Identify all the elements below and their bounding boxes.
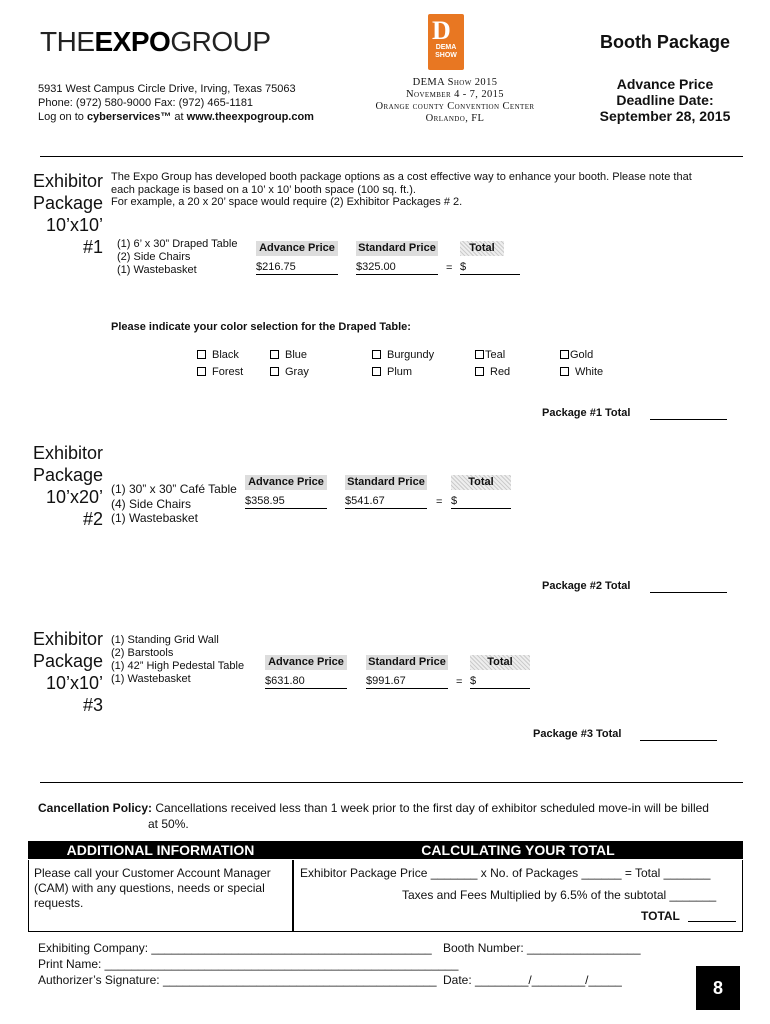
checkbox-icon: [270, 350, 279, 359]
color-white-checkbox[interactable]: White: [560, 366, 603, 378]
package3-standard-price: $991.67: [366, 675, 448, 689]
logo-the: THE: [40, 26, 95, 57]
standard-price-header: Standard Price: [345, 475, 427, 490]
package2-standard-price: $541.67: [345, 495, 427, 509]
checkbox-icon: [197, 350, 206, 359]
dema-logo-letter: D: [432, 16, 451, 45]
package1-total-label: Package #1 Total: [542, 407, 631, 419]
additional-info-text: Please call your Customer Account Manager (CAM) with any questions, needs or special requests.: [34, 866, 271, 910]
logo-group: GROUP: [170, 26, 271, 57]
dema-logo-text: DEMA SHOW: [435, 44, 457, 59]
color-teal-checkbox[interactable]: Teal: [475, 349, 505, 361]
equals-sign: =: [446, 262, 453, 274]
checkbox-icon: [560, 350, 569, 359]
color-forest-checkbox[interactable]: Forest: [197, 366, 243, 378]
additional-info-header: ADDITIONAL INFORMATION: [28, 841, 293, 859]
total-header: Total: [451, 475, 511, 490]
package2-label: Exhibitor Package 10’x20’ #2: [33, 443, 104, 529]
color-gold-checkbox[interactable]: Gold: [560, 349, 593, 361]
advance-price-header: Advance Price: [245, 475, 327, 490]
package3-items: (1) Standing Grid Wall (2) Barstools (1) 42” High Pedestal Table (1) Wastebasket: [111, 634, 245, 685]
checkbox-icon: [372, 350, 381, 359]
page-title: Booth Package: [599, 32, 730, 52]
booth-number-field[interactable]: Booth Number: _________________: [443, 941, 641, 955]
website-link[interactable]: www.theexpogroup.com: [186, 111, 314, 123]
calculating-total-header: CALCULATING YOUR TOTAL: [293, 841, 743, 859]
expo-group-logo: [40, 28, 271, 56]
phone-line: Phone: (972) 580-9000 Fax: (972) 465-1181: [38, 97, 254, 109]
company-address: [38, 82, 314, 124]
color-black-checkbox[interactable]: Black: [197, 349, 239, 361]
package2-advance-price: $358.95: [245, 495, 327, 509]
checkbox-icon: [270, 367, 279, 376]
equals-sign: =: [456, 676, 463, 688]
total-header: Total: [460, 241, 504, 256]
dema-show-logo: [428, 14, 464, 70]
logon-line: Log on to cyberservices™ at www.theexpogroup.com: [38, 111, 314, 123]
checkbox-icon: [197, 367, 206, 376]
package1-grand-total-field[interactable]: [650, 419, 727, 420]
advance-deadline: Advance Price Deadline Date: September 28, 2015: [599, 76, 731, 124]
intro-text: The Expo Group has developed booth package options as a cost effective way to enhance your booth. Please note that each package is based on a 10’ x 10’ booth space (100 sq. ft.). For example, a 20 x 20’ space would require (2) Exhibitor Packages # 2.: [111, 171, 692, 208]
package2-items: (1) 30” x 30” Café Table (4) Side Chairs (1) Wastebasket: [111, 482, 237, 525]
color-prompt: Please indicate your color selection for the Draped Table:: [111, 321, 411, 333]
package1-total-field[interactable]: $: [460, 261, 520, 275]
cancellation-policy: Cancellation Policy: Cancellations received less than 1 week prior to the first day of exhibitor scheduled move-in will be billed at 50%.: [38, 801, 709, 831]
package1-label: Exhibitor Package 10’x10’ #1: [33, 171, 104, 257]
date-field[interactable]: Date: ________/________/_____: [443, 973, 622, 987]
color-red-checkbox[interactable]: Red: [475, 366, 510, 378]
package1-standard-price: $325.00: [356, 261, 438, 275]
checkbox-icon: [560, 367, 569, 376]
package1-items: (1) 6’ x 30” Draped Table (2) Side Chairs (1) Wastebasket: [117, 238, 238, 276]
standard-price-header: Standard Price: [366, 655, 448, 670]
print-name-field[interactable]: Print Name: _____________________________________________________: [38, 957, 459, 971]
taxes-fees-line[interactable]: Taxes and Fees Multiplied by 6.5% of the subtotal _______: [402, 888, 717, 902]
total-header: Total: [470, 655, 530, 670]
section-divider: [40, 782, 743, 783]
checkbox-icon: [475, 350, 484, 359]
equals-sign: =: [436, 496, 443, 508]
color-burgundy-checkbox[interactable]: Burgundy: [372, 349, 434, 361]
authorizer-signature-field[interactable]: Authorizer’s Signature: _________________________________________: [38, 973, 437, 987]
address-line: 5931 West Campus Circle Drive, Irving, Texas 75063: [38, 83, 296, 95]
package2-grand-total-field[interactable]: [650, 592, 727, 593]
package2-total-field[interactable]: $: [451, 495, 511, 509]
advance-price-header: Advance Price: [256, 241, 338, 256]
exhibiting-company-field[interactable]: Exhibiting Company: __________________________________________: [38, 941, 432, 955]
package-price-calc-line[interactable]: Exhibitor Package Price _______ x No. of Packages ______ = Total _______: [300, 866, 711, 880]
color-blue-checkbox[interactable]: Blue: [270, 349, 307, 361]
show-info: DEMA Show 2015 November 4 - 7, 2015 Orange county Convention Center Orlando, FL: [375, 77, 535, 124]
color-gray-checkbox[interactable]: Gray: [270, 366, 309, 378]
checkbox-icon: [372, 367, 381, 376]
page-number: 8: [696, 966, 740, 1010]
package3-total-label: Package #3 Total: [533, 728, 622, 740]
header-divider: [40, 156, 743, 157]
logo-expo: EXPO: [94, 26, 171, 57]
package3-total-field[interactable]: $: [470, 675, 530, 689]
package3-advance-price: $631.80: [265, 675, 347, 689]
standard-price-header: Standard Price: [356, 241, 438, 256]
grand-total-field[interactable]: [688, 921, 736, 922]
color-plum-checkbox[interactable]: Plum: [372, 366, 412, 378]
total-label: TOTAL: [641, 909, 680, 923]
advance-price-header: Advance Price: [265, 655, 347, 670]
package2-total-label: Package #2 Total: [542, 580, 631, 592]
package1-advance-price: $216.75: [256, 261, 338, 275]
checkbox-icon: [475, 367, 484, 376]
package3-grand-total-field[interactable]: [640, 740, 717, 741]
package3-label: Exhibitor Package 10’x10’ #3: [33, 629, 104, 715]
